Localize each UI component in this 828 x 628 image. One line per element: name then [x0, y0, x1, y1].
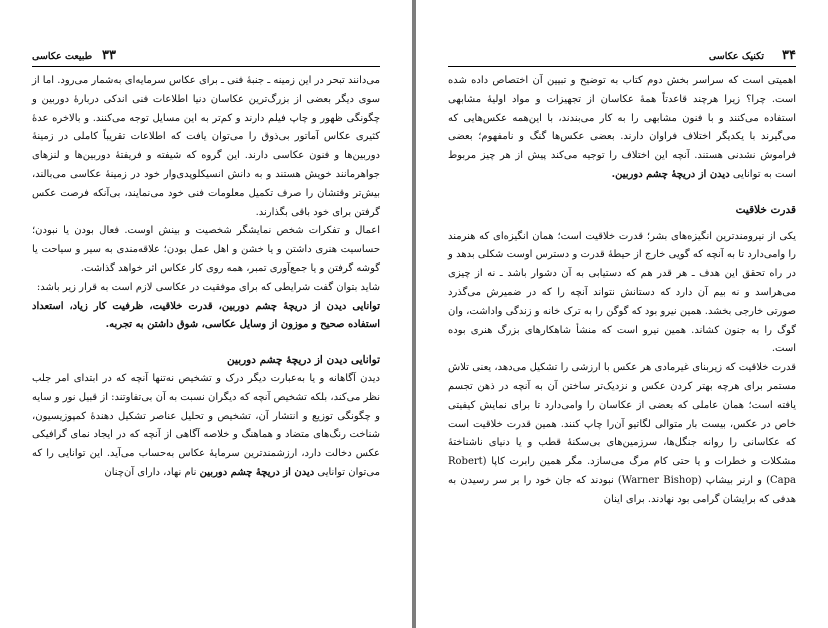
- page-body: [448, 72, 796, 510]
- paragraph: قدرت خلاقیت که زیربنای غیرمادی هر عکس با ارزشی را تشکیل می‌دهد، یعنی تلاش مستمر برای هرچه بهتر کردن عکس و نزدیک‌تر ساختن آن به آنچه در ذهن تجسم یافته است؛ همان عاملی که بعضی از عکاسان را وامی‌دارد تا برای نمایش کیفیتی خاص در عکس، بیست بار متوالی لگاتیو آن‌را چاپ کنند. همین قدرت خلاقیت است که عکاسانی را روانه جنگل‌ها، سرزمین‌های بی‌سکنهٔ قطب و یا دنیای ناشناختهٔ مشکلات و خطرات و یا حتی کام مرگ می‌سازد. مگر همین رابرت کاپا (Robert Capa) و ارنر بیشاپ (Warner Bishop) نبودند که جان خود را بر سر رسیدن به هدفی که برایشان گرامی بود نهادند. برای اینان: [448, 362, 796, 505]
- paragraph: می‌دانند تبحر در این زمینه ـ جنبهٔ فنی ـ برای عکاس سرمایه‌ای به‌شمار می‌رود. اما از سوی دیگر بعضی از بزرگ‌ترین عکاسان دنیا اطلاعات فنی اندکی دربارهٔ دوربین و چگونگی ظهور و چاپ فیلم دارند و کم‌تر به این مسایل توجه می‌کنند. و بالاخره عدهٔ کثیری عکاس آماتور بی‌ذوق را می‌توان یافت که اطلاعات تقریباً کاملی در زمینهٔ دوربین‌ها و فنون عکاسی دارند. این گروه که شیفته و فریفتهٔ دوربین‌ها و لنزهای جواهرمانند خویش هستند و به دانش انسیکلوپدی‌وار خود در زمینهٔ عکاسی می‌بالند، بیش‌تر وقتشان را صرف تکمیل معلومات فنی خود می‌نمایند، بی‌آنکه فرصت عکس گرفتن برای خود باقی بگذارند.: [32, 75, 380, 218]
- running-title: طبیعت عکاسی: [32, 51, 93, 62]
- page-header: [32, 44, 380, 67]
- bold-text: دیدن از دریچهٔ چشم دوربین.: [611, 168, 730, 180]
- page-number: ۳۳: [102, 48, 116, 63]
- bold-text: توانایی دیدن از دریچهٔ چشم دوربین، قدرت خلاقیت، ظرفیت کار زیاد، استعداد استفاده صحیح و موزون از وسایل عکاسی، شوق داشتن به تجربه.: [32, 300, 380, 331]
- text-run: اهمیتی است که سراسر بخش دوم کتاب به توضیح و تبیین آن اختصاص داده شده است. چرا؟ زیرا هرچند قاعدتاً همهٔ عکاسان از تجهیزات و مواد اولیهٔ مشابهی استفاده می‌کنند و با فنون مشابهی را به کار می‌بندند، با این‌همه عکس‌هایی که می‌گیرند با یکدیگر اختلاف فراوان دارند. بعضی عکس‌ها گنگ و نامفهوم؛ بعضی فراموش نشدنی هستند. آنچه این اختلاف را توجیه می‌کند پیش از هر چیز مربوط است به توانایی: [448, 75, 796, 180]
- paragraph: اعمال و تفکرات شخص نمایشگر شخصیت و بینش اوست. فعال بودن یا نبودن؛ حساسیت هنری داشتن و یا خشن و اهل عمل بودن؛ علاقه‌مندی به سیر و سیاحت یا گوشه گرفتن و یا جمع‌آوری تمبر، همه روی کار عکاس اثر خواهد گذاشت.: [32, 225, 380, 274]
- section-heading: قدرت خلاقیت: [735, 203, 796, 216]
- page-header: [448, 44, 796, 67]
- paragraph: [448, 72, 796, 185]
- left-page: [0, 0, 412, 628]
- running-title: تکنیک عکاسی: [708, 51, 764, 62]
- paragraph: یکی از نیرومندترین انگیزه‌های بشر؛ قدرت خلاقیت است؛ همان انگیزه‌ای که هنرمند را وامی‌دارد تا به آنچه که گویی خارج از حیطهٔ قدرت و دسترس اوست شکلی بدهد و در راه تحقق این هدف ـ هر قدر هم که دستیابی به آن دشوار باشد ـ نه از چیزی می‌هراسد و نه بیم آن دارد که دستانش نتواند آنچه را که در ضمیرش می‌گذرد صورتی خارجی بخشد. همین نیرو بود که گوگن را به ترک خانه و زندگی واداشت، وان گوگ را به جنون کشاند. همین نیرو است که منشأ شاهکارهای بزرگ هنری بوده است.: [448, 230, 796, 355]
- paragraph: [32, 370, 380, 483]
- paragraph: شاید بتوان گفت شرایطی که برای موفقیت در عکاسی لازم است به قرار زیر باشد:: [36, 281, 380, 293]
- text-run: نام نهاد، دارای آن‌چنان: [104, 466, 197, 478]
- page-body: [32, 72, 380, 483]
- text-run: دیدن آگاهانه و یا به‌عبارت دیگر درک و تشخیص نه‌تنها آنچه که در ابتدای امر جلب نظر می‌کند، بلکه تشخیص آنچه که دیگران نسبت به آن بی‌تفاوتند: از قبیل نور و سایه و چگونگی توزیع و انتشار آن، تشخیص و تحلیل عناصر تشکیل دهندهٔ کمپوزیسیون، شناخت رنگ‌های متضاد و هماهنگ و خلاصه آگاهی از آنچه که در ایجاد نمای گرافیکی عکس دخالت دارد، ارزشمندترین سرمایهٔ عکاس به‌حساب می‌آید. این توانایی را که می‌توان توانایی: [32, 372, 380, 478]
- page-number: ۳۴: [782, 48, 796, 63]
- right-page: [416, 0, 828, 628]
- paragraph: [32, 298, 380, 336]
- bold-text: دیدن از دریچهٔ چشم دوربین: [199, 466, 315, 478]
- section-heading: توانایی دیدن از دریچهٔ چشم دوربین: [227, 354, 380, 367]
